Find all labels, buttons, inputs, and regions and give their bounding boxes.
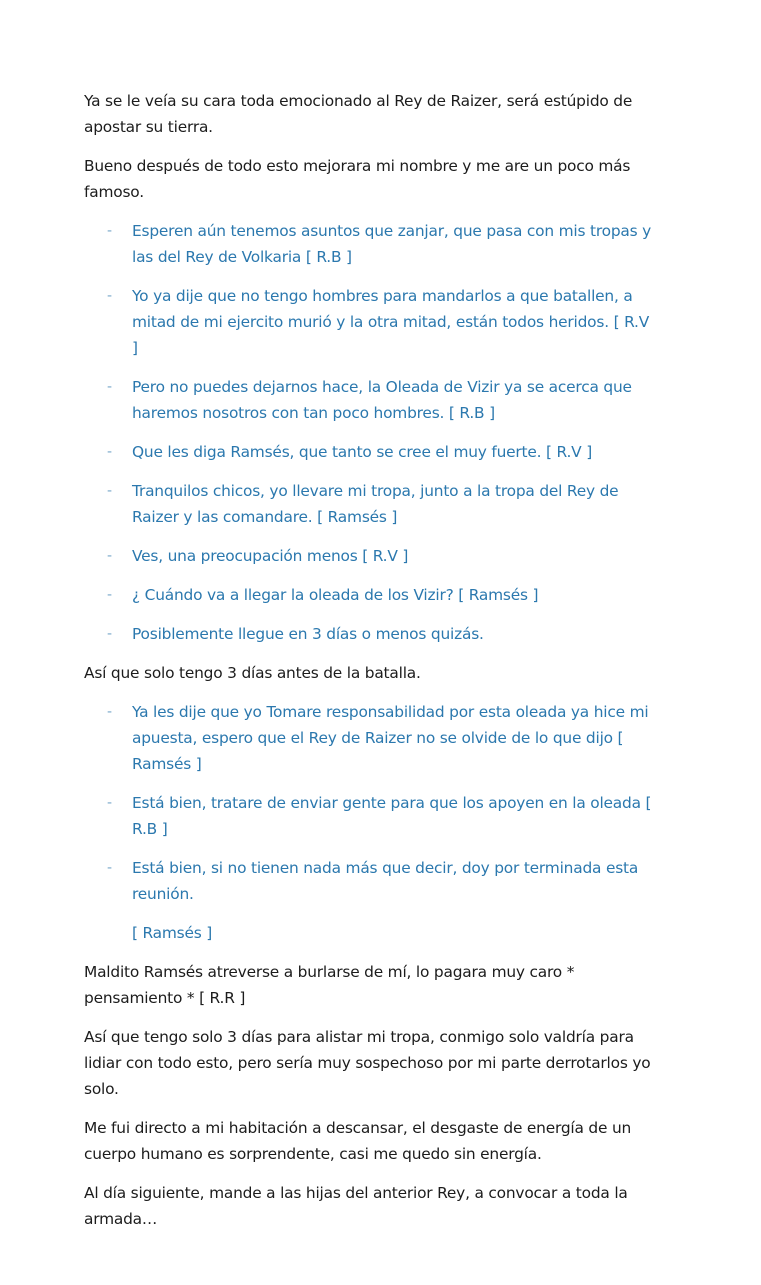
dialogue-line: [84, 478, 654, 530]
dialogue-line: [84, 439, 654, 465]
dash-bullet: -: [107, 379, 112, 395]
dialogue-text: Que les diga Ramsés, que tanto se cree el muy fuerte. [ R.V ]: [132, 443, 593, 461]
dash-bullet: -: [107, 626, 112, 642]
dash-bullet: -: [107, 223, 112, 239]
document-page: [84, 88, 654, 1245]
dialogue-text: Está bien, si no tienen nada más que decir, doy por terminada esta reunión.: [132, 859, 639, 903]
dialogue-speaker-tag: [ Ramsés ]: [132, 924, 213, 942]
narration-paragraph: Maldito Ramsés atreverse a burlarse de mí, lo pagara muy caro * pensamiento * [ R.R ]: [84, 963, 575, 1007]
dialogue-text: Tranquilos chicos, yo llevare mi tropa, junto a la tropa del Rey de Raizer y las comandare. [ Ramsés ]: [132, 482, 619, 526]
dialogue-text: Posiblemente llegue en 3 días o menos quizás.: [132, 625, 484, 643]
dialogue-line: [84, 543, 654, 569]
dialogue-line: [84, 699, 654, 777]
dialogue-line: [84, 855, 654, 907]
dialogue-text: Pero no puedes dejarnos hace, la Oleada de Vizir ya se acerca que haremos nosotros con tan poco hombres. [ R.B ]: [132, 378, 632, 422]
dash-bullet: -: [107, 795, 112, 811]
dash-bullet: -: [107, 860, 112, 876]
dialogue-text: Esperen aún tenemos asuntos que zanjar, que pasa con mis tropas y las del Rey de Volkaria [ R.B ]: [132, 222, 652, 266]
dialogue-line: [84, 582, 654, 608]
dialogue-line: [84, 790, 654, 842]
dialogue-list: [84, 218, 654, 647]
narration-paragraph: Al día siguiente, mande a las hijas del anterior Rey, a convocar a toda la armada…: [84, 1184, 628, 1228]
dialogue-text: Ves, una preocupación menos [ R.V ]: [132, 547, 409, 565]
dialogue-list: [84, 699, 654, 907]
narration-paragraph: Así que tengo solo 3 días para alistar mi tropa, conmigo solo valdría para lidiar con todo esto, pero sería muy sospechoso por mi parte derrotarlos yo solo.: [84, 1028, 651, 1098]
dash-bullet: -: [107, 704, 112, 720]
dash-bullet: -: [107, 483, 112, 499]
dash-bullet: -: [107, 288, 112, 304]
dialogue-text: ¿ Cuándo va a llegar la oleada de los Vizir? [ Ramsés ]: [132, 586, 539, 604]
narration-paragraph: Me fui directo a mi habitación a descansar, el desgaste de energía de un cuerpo humano es sorprendente, casi me quedo sin energía.: [84, 1119, 632, 1163]
dash-bullet: -: [107, 587, 112, 603]
dialogue-line: [84, 283, 654, 361]
dash-bullet: -: [107, 548, 112, 564]
dialogue-line: [84, 218, 654, 270]
dialogue-text: Está bien, tratare de enviar gente para que los apoyen en la oleada [ R.B ]: [132, 794, 652, 838]
dialogue-line: [84, 374, 654, 426]
dialogue-text: Ya les dije que yo Tomare responsabilidad por esta oleada ya hice mi apuesta, espero que el Rey de Raizer no se olvide de lo que dijo [ Ramsés ]: [132, 703, 649, 773]
narration-paragraph: Bueno después de todo esto mejorara mi nombre y me are un poco más famoso.: [84, 157, 631, 201]
narration-paragraph: Ya se le veía su cara toda emocionado al Rey de Raizer, será estúpido de apostar su tierra.: [84, 92, 633, 136]
dialogue-line: [84, 621, 654, 647]
narration-paragraph: Así que solo tengo 3 días antes de la batalla.: [84, 664, 421, 682]
dash-bullet: -: [107, 444, 112, 460]
dialogue-text: Yo ya dije que no tengo hombres para mandarlos a que batallen, a mitad de mi ejercito murió y la otra mitad, están todos heridos. [ R.V ]: [132, 287, 650, 357]
